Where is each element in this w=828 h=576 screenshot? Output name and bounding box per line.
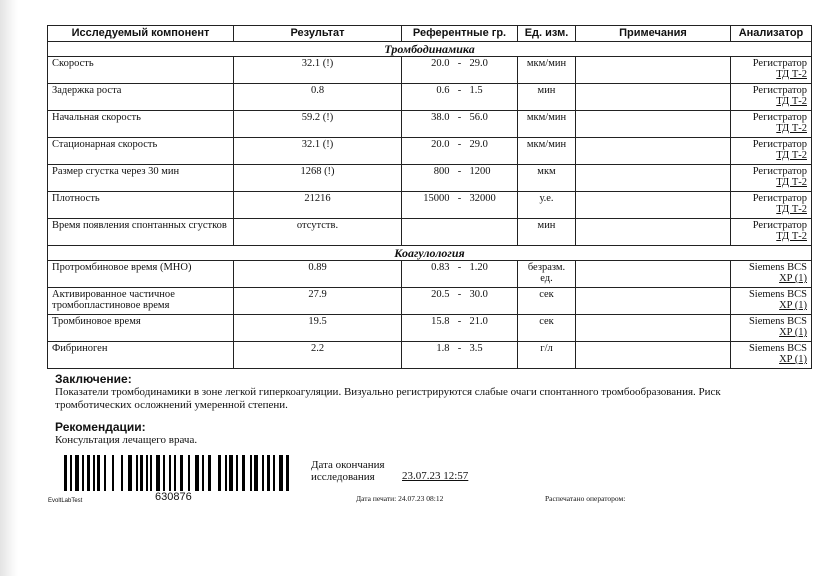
analyzer-line2: XP (1) <box>779 273 807 284</box>
table-row <box>48 219 812 246</box>
result-cell: 59.2 (!) <box>234 111 402 138</box>
ref-dash: - <box>457 289 462 300</box>
end-date-value: 23.07.23 12:57 <box>402 470 469 482</box>
barcode-bar <box>169 455 171 491</box>
table-row <box>48 288 812 315</box>
component-cell: Скорость <box>48 57 234 84</box>
analyzer-line1: Siemens BCS <box>748 289 807 300</box>
note-cell <box>576 261 731 288</box>
reference-cell <box>402 261 518 288</box>
ref-dash: - <box>457 85 462 96</box>
component-cell: Начальная скорость <box>48 111 234 138</box>
reference-cell <box>402 165 518 192</box>
note-cell <box>576 165 731 192</box>
analyzer-cell <box>731 261 812 288</box>
end-date-label-line2: исследования <box>311 471 375 483</box>
component-cell: Плотность <box>48 192 234 219</box>
ref-dash: - <box>457 58 462 69</box>
ref-high: 21.0 <box>469 316 488 327</box>
barcode-bar <box>156 455 160 491</box>
unit-cell: сек <box>518 288 576 315</box>
barcode-bar <box>104 455 106 491</box>
ref-high: 29.0 <box>469 58 488 69</box>
ref-high: 1.5 <box>469 85 483 96</box>
conclusion-text: Показатели тромбодинамики в зоне легкой гиперкоагуляции. Визуально регистрируются слабые очаги спонтанного тромбообразования. Риск тромботических осложнений умеренной степени. <box>55 386 721 411</box>
page-shadow-edge <box>0 0 18 576</box>
reference-cell <box>402 192 518 219</box>
analyzer-line1: Регистратор <box>752 85 807 96</box>
lab-name: EvoltLabTest <box>48 498 83 504</box>
note-cell <box>576 84 731 111</box>
analyzer-line2: ТД Т-2 <box>776 177 807 188</box>
barcode-bar <box>273 455 275 491</box>
analyzer-cell <box>731 138 812 165</box>
table-row <box>48 165 812 192</box>
column-header: Ед. изм. <box>518 26 576 42</box>
ref-dash: - <box>457 262 462 273</box>
ref-low: 15.8 <box>431 316 450 327</box>
table-row <box>48 261 812 288</box>
unit-cell: у.е. <box>518 192 576 219</box>
unit-cell: сек <box>518 315 576 342</box>
note-cell <box>576 111 731 138</box>
column-header: Анализатор <box>731 26 812 42</box>
unit-cell: мин <box>518 84 576 111</box>
barcode-bar <box>146 455 148 491</box>
analyzer-line2: ТД Т-2 <box>776 96 807 107</box>
unit-cell: мкм/мин <box>518 111 576 138</box>
barcode-bar <box>163 455 165 491</box>
result-cell: 0.89 <box>234 261 402 288</box>
section-title: Тромбодинамика <box>48 42 812 57</box>
note-cell <box>576 192 731 219</box>
unit-cell: мкм <box>518 165 576 192</box>
analyzer-line1: Siemens BCS <box>748 343 807 354</box>
barcode-bar <box>136 455 138 491</box>
column-header: Примечания <box>576 26 731 42</box>
barcode-bar <box>75 455 79 491</box>
result-cell: 1268 (!) <box>234 165 402 192</box>
analyzer-cell <box>731 165 812 192</box>
table-row <box>48 315 812 342</box>
barcode-bar <box>225 455 227 491</box>
ref-dash: - <box>457 166 462 177</box>
analyzer-cell <box>731 192 812 219</box>
note-cell <box>576 288 731 315</box>
component-cell: Фибриноген <box>48 342 234 369</box>
component-cell: Активированное частичное тромбопластиновое время <box>48 288 234 315</box>
ref-dash: - <box>457 343 462 354</box>
analyzer-line1: Регистратор <box>752 58 807 69</box>
table-row <box>48 138 812 165</box>
barcode-bar <box>64 455 67 491</box>
analyzer-line1: Регистратор <box>752 220 807 231</box>
analyzer-line1: Siemens BCS <box>748 316 807 327</box>
barcode-bar <box>250 455 252 491</box>
barcode-bar <box>97 455 100 491</box>
barcode-bar <box>128 455 132 491</box>
result-cell: 27.9 <box>234 288 402 315</box>
analyzer-line2: XP (1) <box>779 300 807 311</box>
analyzer-line1: Регистратор <box>752 193 807 204</box>
barcode-bar <box>150 455 152 491</box>
barcode-bar <box>82 455 84 491</box>
component-cell: Размер сгустка через 30 мин <box>48 165 234 192</box>
recommendation-block <box>55 421 795 447</box>
barcode-bar <box>112 455 114 491</box>
ref-high: 3.5 <box>469 343 483 354</box>
note-cell <box>576 57 731 84</box>
analyzer-cell <box>731 111 812 138</box>
analyzer-line1: Siemens BCS <box>748 262 807 273</box>
barcode-bar <box>188 455 190 491</box>
table-body <box>48 42 812 369</box>
unit-cell: мкм/мин <box>518 57 576 84</box>
column-header: Референтные гр. <box>402 26 518 42</box>
analyzer-line2: ТД Т-2 <box>776 204 807 215</box>
analyzer-cell <box>731 315 812 342</box>
barcode-bar <box>229 455 233 491</box>
result-cell: 0.8 <box>234 84 402 111</box>
barcode-bar <box>87 455 90 491</box>
note-cell <box>576 138 731 165</box>
result-cell: 32.1 (!) <box>234 138 402 165</box>
conclusion-heading: Заключение: <box>55 372 132 386</box>
unit-cell: мкм/мин <box>518 138 576 165</box>
ref-low: 0.6 <box>436 85 450 96</box>
ref-low: 20.5 <box>431 289 450 300</box>
note-cell <box>576 315 731 342</box>
barcode-bar <box>208 455 211 491</box>
recommendation-text: Консультация лечащего врача. <box>55 434 198 446</box>
analyzer-cell <box>731 288 812 315</box>
table-row <box>48 192 812 219</box>
end-date-label-line1: Дата окончания <box>311 459 385 471</box>
barcode-bar <box>236 455 238 491</box>
component-cell: Задержка роста <box>48 84 234 111</box>
barcode-bar <box>202 455 204 491</box>
table-row <box>48 342 812 369</box>
ref-low: 1.8 <box>436 343 450 354</box>
column-header: Результат <box>234 26 402 42</box>
analyzer-cell <box>731 342 812 369</box>
analyzer-line2: ТД Т-2 <box>776 150 807 161</box>
barcode-bar <box>180 455 183 491</box>
ref-low: 15000 <box>423 193 450 204</box>
component-cell: Стационарная скорость <box>48 138 234 165</box>
ref-dash: - <box>457 112 462 123</box>
result-cell: 19.5 <box>234 315 402 342</box>
barcode-bar <box>286 455 289 491</box>
ref-high: 1200 <box>469 166 491 177</box>
ref-low: 0.83 <box>431 262 450 273</box>
analyzer-line1: Регистратор <box>752 166 807 177</box>
ref-high: 32000 <box>469 193 496 204</box>
table-header-row <box>48 26 812 42</box>
recommendation-heading: Рекомендации: <box>55 420 146 434</box>
section-row <box>48 42 812 57</box>
barcode-bar <box>262 455 264 491</box>
section-row <box>48 246 812 261</box>
unit-cell: мин <box>518 219 576 246</box>
barcode-number: 630876 <box>155 491 192 503</box>
reference-cell <box>402 57 518 84</box>
analyzer-cell <box>731 84 812 111</box>
barcode-bar <box>70 455 72 491</box>
analyzer-line1: Регистратор <box>752 139 807 150</box>
analyzer-line2: ТД Т-2 <box>776 123 807 134</box>
reference-cell <box>402 84 518 111</box>
table-row <box>48 57 812 84</box>
analyzer-line1: Регистратор <box>752 112 807 123</box>
conclusion-block <box>55 373 795 412</box>
ref-dash: - <box>457 316 462 327</box>
component-cell: Протромбиновое время (МНО) <box>48 261 234 288</box>
result-cell: отсутств. <box>234 219 402 246</box>
barcode-bar <box>218 455 221 491</box>
ref-high: 56.0 <box>469 112 488 123</box>
analyzer-line2: XP (1) <box>779 354 807 365</box>
barcode-bar <box>93 455 95 491</box>
ref-dash: - <box>457 193 462 204</box>
reference-cell <box>402 342 518 369</box>
barcode-bar <box>279 455 283 491</box>
printed-by: Распечатано оператором: <box>545 494 626 503</box>
barcode-bar <box>121 455 123 491</box>
result-cell: 32.1 (!) <box>234 57 402 84</box>
analyzer-line2: ТД Т-2 <box>776 69 807 80</box>
analyzer-cell <box>731 57 812 84</box>
result-cell: 21216 <box>234 192 402 219</box>
ref-low: 38.0 <box>431 112 450 123</box>
barcode-bar <box>195 455 199 491</box>
barcode-bar <box>254 455 258 491</box>
results-table <box>47 25 812 369</box>
analyzer-line2: XP (1) <box>779 327 807 338</box>
ref-high: 1.20 <box>469 262 488 273</box>
analyzer-line2: ТД Т-2 <box>776 231 807 242</box>
note-cell <box>576 342 731 369</box>
reference-cell <box>402 219 518 246</box>
ref-low: 20.0 <box>431 58 450 69</box>
barcode <box>64 455 290 491</box>
analyzer-cell <box>731 219 812 246</box>
component-cell: Время появления спонтанных сгустков <box>48 219 234 246</box>
ref-high: 30.0 <box>469 289 488 300</box>
result-cell: 2.2 <box>234 342 402 369</box>
ref-dash: - <box>457 139 462 150</box>
barcode-bar <box>174 455 176 491</box>
print-date: Дата печати: 24.07.23 08:12 <box>356 494 444 503</box>
reference-cell <box>402 288 518 315</box>
ref-low: 800 <box>433 166 450 177</box>
reference-cell <box>402 111 518 138</box>
ref-low: 20.0 <box>431 139 450 150</box>
section-title: Коагулология <box>48 246 812 261</box>
ref-high: 29.0 <box>469 139 488 150</box>
end-date-label <box>311 459 385 483</box>
barcode-bar <box>242 455 245 491</box>
unit-cell: г/л <box>518 342 576 369</box>
barcode-bar <box>267 455 270 491</box>
barcode-bar <box>140 455 143 491</box>
component-cell: Тромбиновое время <box>48 315 234 342</box>
table-row <box>48 84 812 111</box>
table-row <box>48 111 812 138</box>
reference-cell <box>402 315 518 342</box>
note-cell <box>576 219 731 246</box>
column-header: Исследуемый компонент <box>48 26 234 42</box>
unit-cell: безразм. ед. <box>518 261 576 288</box>
reference-cell <box>402 138 518 165</box>
